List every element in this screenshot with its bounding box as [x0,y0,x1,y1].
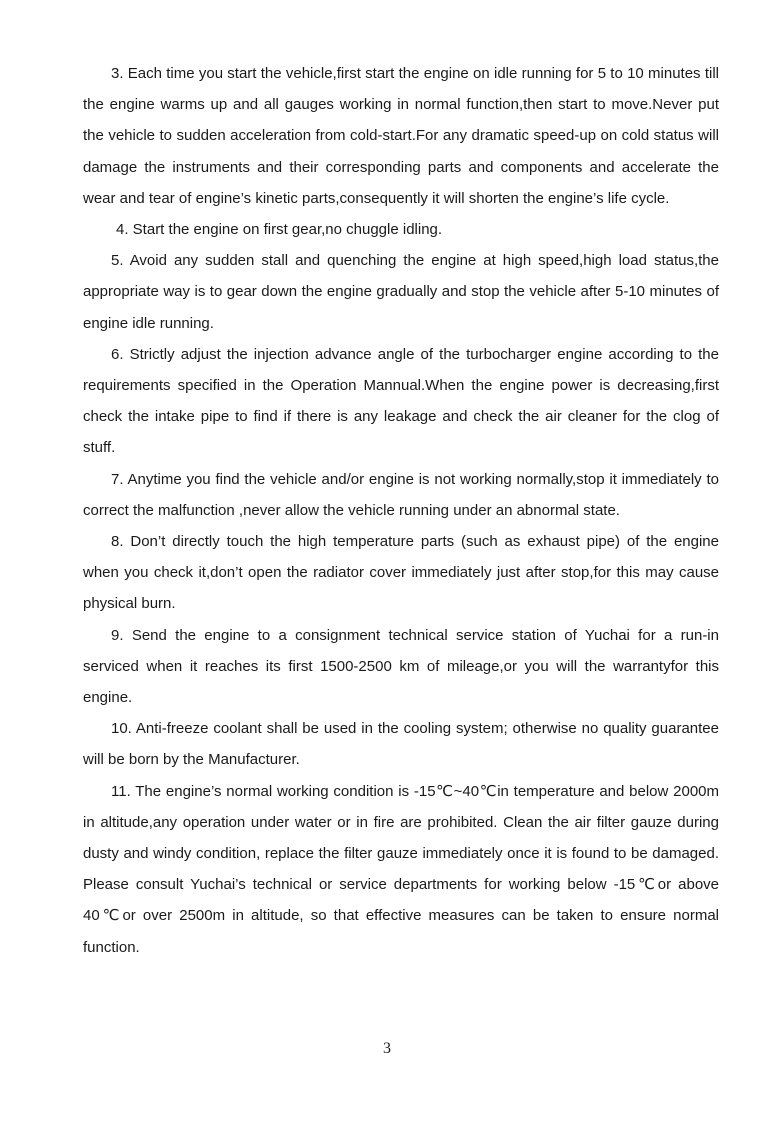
paragraph-8: 8. Don’t directly touch the high temperature parts (such as exhaust pipe) of the engine when you check it,don’t open the radiator cover immediately just after stop,for this may cause physical burn. [83,533,719,613]
paragraph-5: 5. Avoid any sudden stall and quenching the engine at high speed,high load status,the appropriate way is to gear down the engine gradually and stop the vehicle after 5-10 minutes of engine idle running. [83,252,719,332]
paragraph-7: 7. Anytime you find the vehicle and/or engine is not working normally,stop it immediately to correct the malfunction ,never allow the vehicle running under an abnormal state. [83,470,719,519]
page-number: 3 [383,1040,391,1057]
paragraph-4: 4. Start the engine on first gear,no chuggle idling. [116,221,443,239]
paragraph-10: 10. Anti-freeze coolant shall be used in the cooling system; otherwise no quality guarantee will be born by the Manufacturer. [83,720,719,769]
document-body [83,58,719,963]
paragraph-9: 9. Send the engine to a consignment technical service station of Yuchai for a run-in serviced when it reaches its first 1500-2500 km of mileage,or you will the warrantyfor this engine. [83,626,719,707]
paragraph-6: 6. Strictly adjust the injection advance angle of the turbocharger engine according to the requirements specified in the Operation Mannual.When the engine power is decreasing,first check the intake pipe to find if there is any leakage and check the air cleaner for the clog of stuff. [83,345,719,457]
paragraph-3: 3. Each time you start the vehicle,first start the engine on idle running for 5 to 10 minutes till the engine warms up and all gauges working in normal function,then start to move.Never put the vehicle to sudden acceleration from cold-start.For any dramatic speed-up on cold status will damage the instruments and their corresponding parts and components and accelerate the wear and tear of engine’s kinetic parts,consequently it will shorten the engine’s life cycle. [83,65,719,207]
paragraph-11: 11. The engine’s normal working condition is -15℃~40℃in temperature and below 2000m in altitude,any operation under water or in fire are prohibited. Clean the air filter gauze during dusty and windy condition, replace the filter gauze immediately once it is found to be damaged. Please consult Yuchai’s technical or service departments for working below -15℃or above 40℃or over 2500m in altitude, so that effective measures can be taken to ensure normal function. [83,782,719,956]
